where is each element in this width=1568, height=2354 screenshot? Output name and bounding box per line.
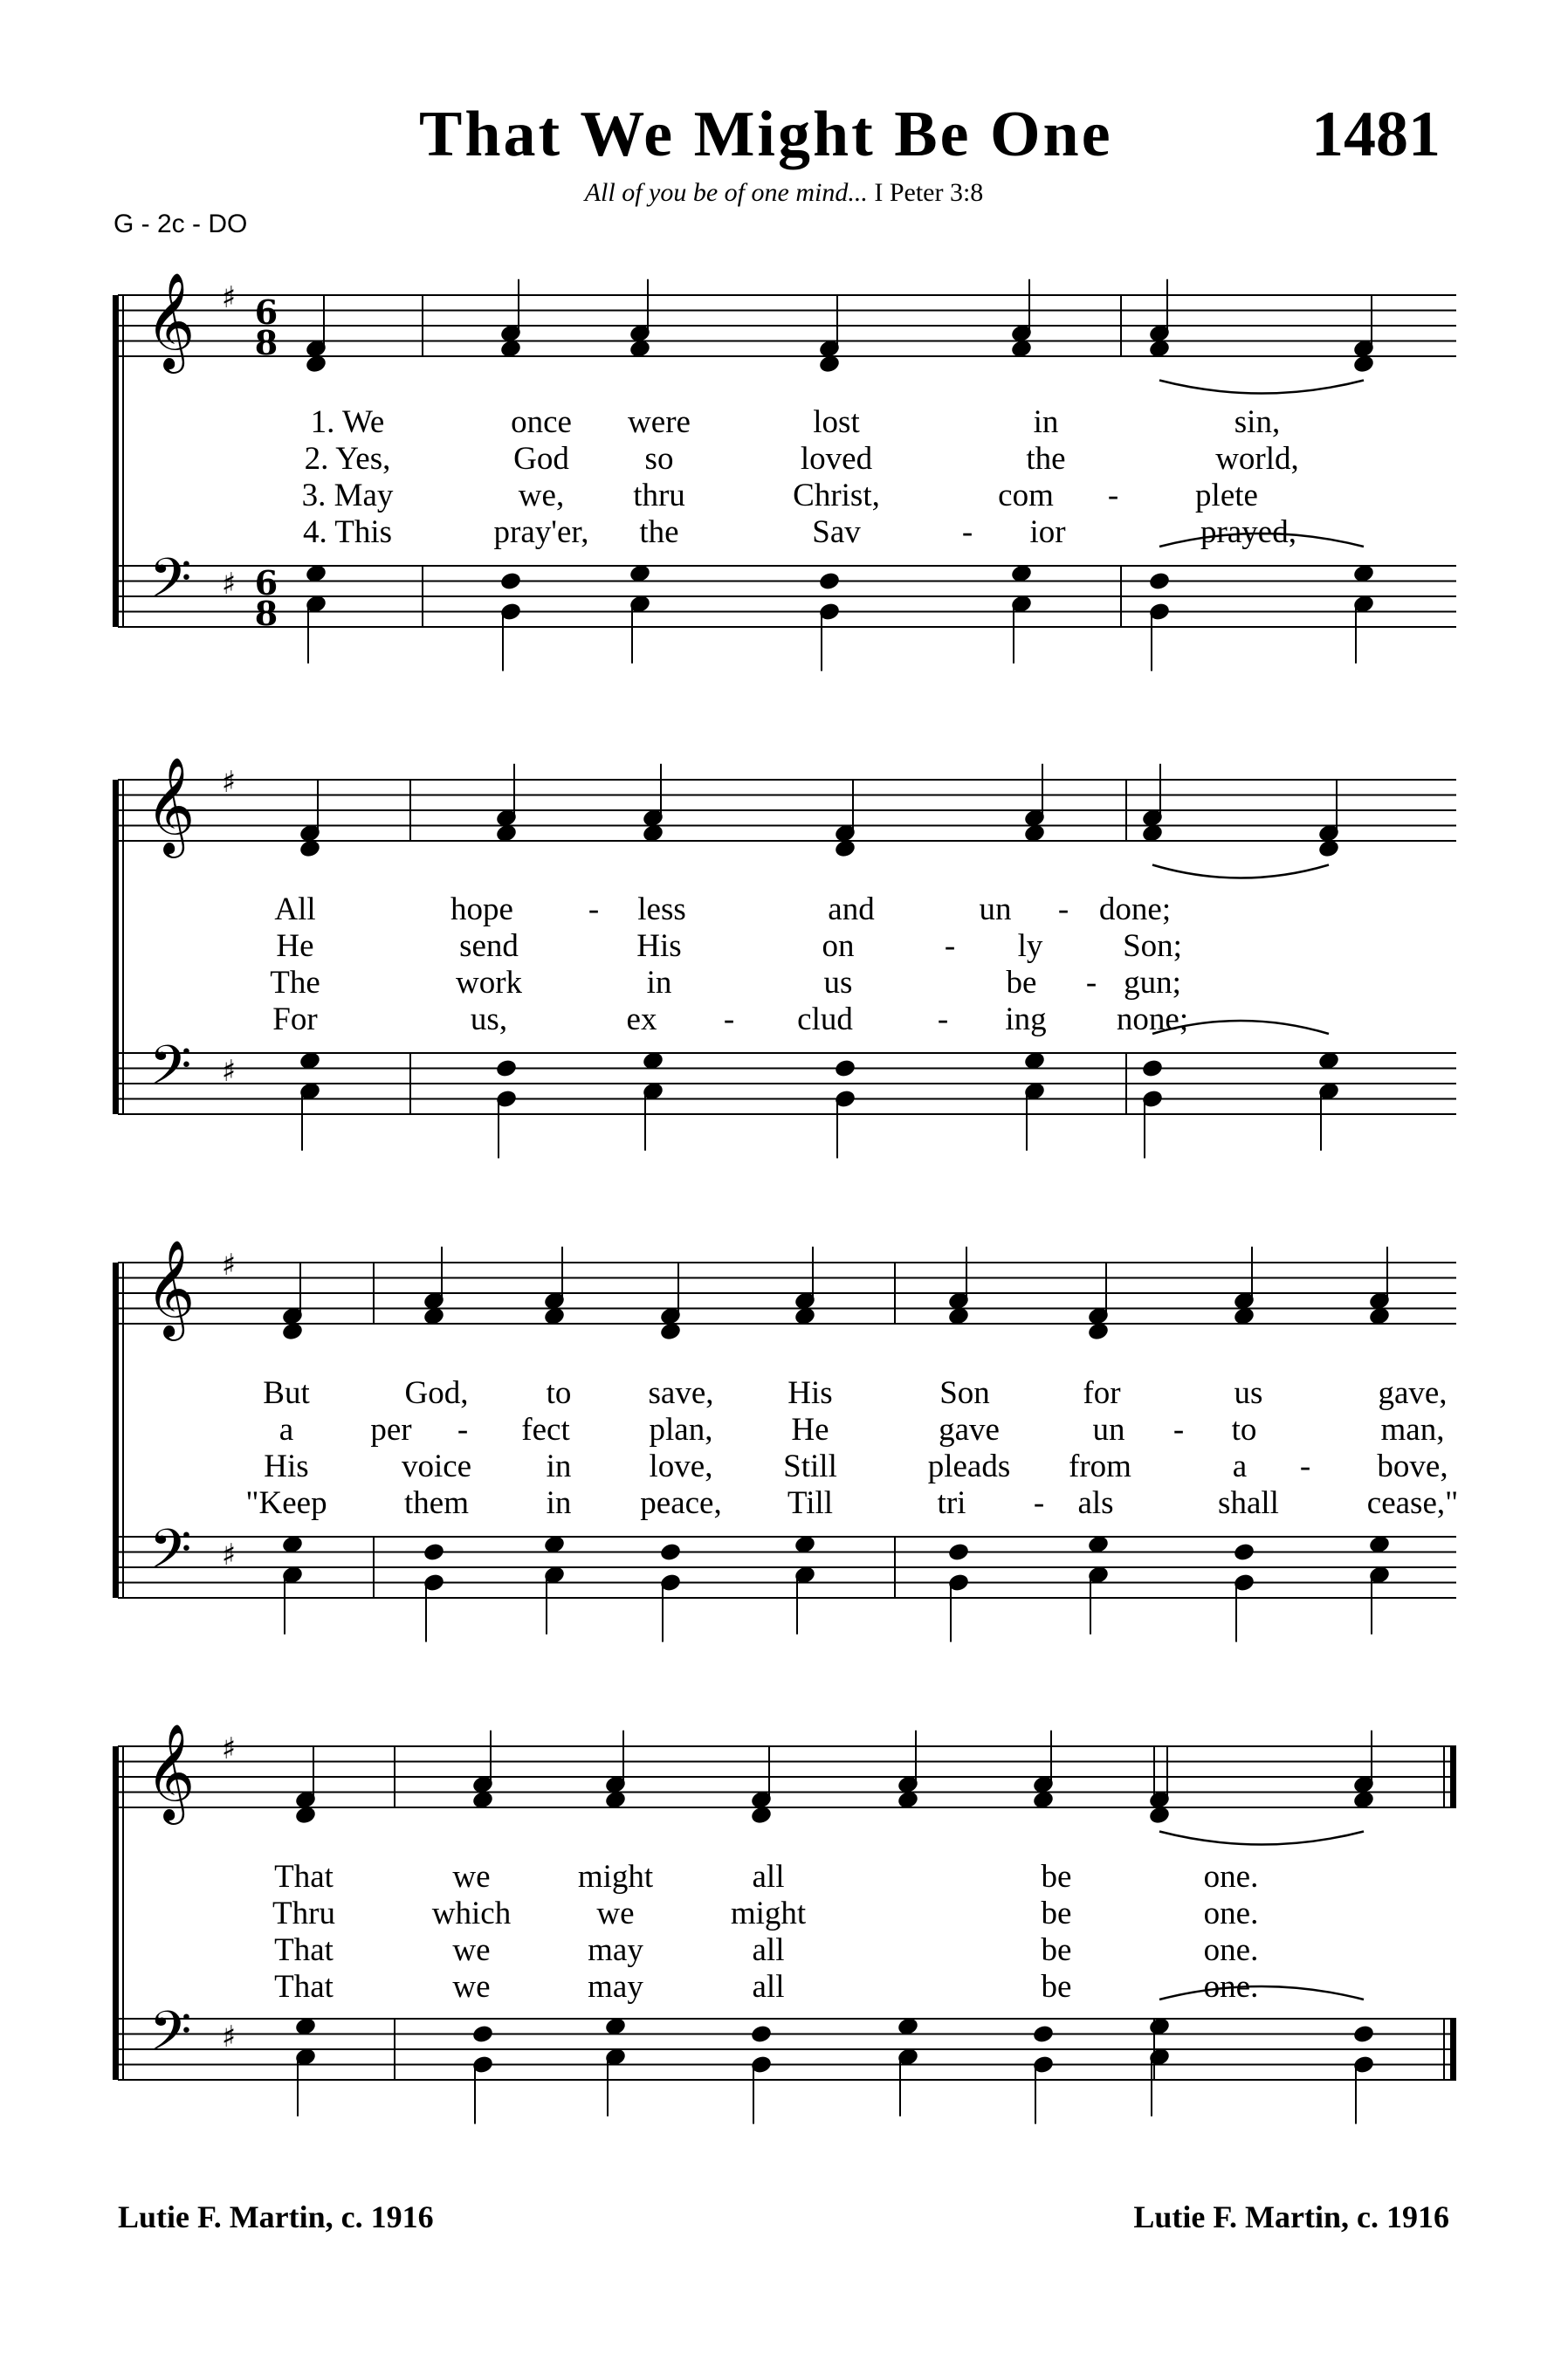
lyric-syllable: prayed, <box>1200 514 1296 550</box>
words-credit: Lutie F. Martin, c. 1916 <box>118 2199 434 2234</box>
lyric-line <box>0 1895 1568 1930</box>
lyric-syllable: be <box>1041 1969 1072 2005</box>
lyric-syllable: pray'er, <box>493 514 589 550</box>
bass-note <box>643 1051 664 1070</box>
lyric-line <box>0 1484 1568 1519</box>
lyric-syllable: done; <box>1098 891 1172 927</box>
time-signature-bottom: 8 <box>254 323 279 362</box>
lyric-syllable: fect <box>521 1412 570 1448</box>
lyric-syllable: The <box>270 965 320 1001</box>
lyric-syllable: ex <box>626 1001 657 1037</box>
lyric-syllable: in <box>546 1485 572 1521</box>
lyric-hyphen: - <box>1173 1412 1185 1448</box>
bass-note <box>1318 1051 1339 1070</box>
treble-note <box>897 1791 918 1809</box>
lyric-syllable: and <box>828 891 875 927</box>
bass-note <box>1149 2017 1170 2035</box>
lyric-syllable: we <box>452 1859 491 1895</box>
lyric-syllable: them <box>404 1485 469 1521</box>
lyric-syllable: be <box>1041 1932 1072 1968</box>
lyric-line <box>0 891 1568 926</box>
lyric-syllable: shall <box>1218 1485 1279 1521</box>
treble-note <box>496 824 517 843</box>
bass-clef: 𝄢 <box>148 1517 192 1594</box>
lyric-line <box>0 513 1568 548</box>
bass-clef: 𝄢 <box>148 1999 192 2076</box>
scripture-reference: I Peter 3:8 <box>874 178 984 207</box>
lyric-syllable: tri <box>937 1485 966 1521</box>
treble-note <box>1149 340 1170 358</box>
treble-note <box>819 354 840 373</box>
lyric-syllable: All <box>274 891 316 927</box>
treble-note <box>605 1791 626 1809</box>
lyric-syllable: plete <box>1195 478 1258 513</box>
lyric-hyphen: - <box>937 1001 949 1037</box>
lyric-syllable: gave, <box>1378 1375 1448 1411</box>
final-barline-thick <box>1450 2019 1456 2080</box>
lyric-line <box>0 477 1568 512</box>
lyric-syllable: God, <box>404 1375 469 1411</box>
treble-clef: 𝄞 <box>145 756 196 854</box>
lyric-syllable: hope <box>450 891 513 927</box>
lyric-syllable: the <box>1026 441 1066 477</box>
treble-note <box>306 354 327 373</box>
lyric-syllable: God <box>513 441 569 477</box>
bass-note <box>544 1535 565 1553</box>
treble-clef: 𝄞 <box>145 272 196 369</box>
lyric-syllable: per <box>370 1412 412 1448</box>
lyric-syllable: His <box>264 1449 309 1484</box>
lyric-line <box>0 1001 1568 1036</box>
lyric-syllable: But <box>263 1375 310 1411</box>
treble-note <box>751 1806 772 1824</box>
key-signature-sharp: ♯ <box>221 1731 237 1766</box>
lyric-syllable: Son; <box>1123 928 1182 964</box>
key-signature-sharp: ♯ <box>221 1248 237 1283</box>
lyric-line <box>0 1411 1568 1446</box>
treble-clef: 𝄞 <box>145 1723 196 1821</box>
music-credit: Lutie F. Martin, c. 1916 <box>1133 2199 1449 2234</box>
tie <box>1159 1832 1364 1845</box>
lyric-syllable: gave <box>939 1412 1000 1448</box>
treble-note <box>544 1307 565 1325</box>
lyric-syllable: save, <box>648 1375 714 1411</box>
lyric-hyphen: - <box>457 1412 469 1448</box>
lyric-syllable: in <box>546 1449 572 1484</box>
lyric-syllable: 4. This <box>302 514 393 550</box>
lyric-syllable: bove, <box>1377 1449 1448 1484</box>
lyric-syllable: we <box>596 1896 635 1931</box>
lyric-syllable: us <box>823 965 853 1001</box>
lyric-syllable: plan, <box>649 1412 713 1448</box>
lyric-syllable: His <box>636 928 682 964</box>
treble-clef: 𝄞 <box>145 1239 196 1337</box>
lyric-syllable: 2. Yes, <box>304 441 391 477</box>
lyric-line <box>0 964 1568 999</box>
treble-note <box>1024 824 1045 843</box>
lyric-syllable: be <box>1006 965 1037 1001</box>
lyric-syllable: voice <box>401 1449 472 1484</box>
tie <box>1152 865 1329 878</box>
bass-note <box>1369 1535 1390 1553</box>
lyric-syllable: us <box>1234 1375 1263 1411</box>
lyric-syllable: clud <box>797 1001 853 1037</box>
lyric-syllable: love, <box>649 1449 713 1484</box>
bass-note <box>819 572 840 590</box>
key-signature-sharp: ♯ <box>221 1538 237 1573</box>
lyric-syllable: 3. May <box>301 478 394 513</box>
lyric-syllable: from <box>1069 1449 1131 1484</box>
key-signature-sharp: ♯ <box>221 765 237 800</box>
lyric-syllable: all <box>752 1932 785 1968</box>
bass-clef: 𝄢 <box>148 546 192 623</box>
lyric-syllable: in <box>1033 404 1059 440</box>
lyric-syllable: Thru <box>272 1896 335 1931</box>
lyric-syllable: man, <box>1380 1412 1445 1448</box>
lyric-hyphen: - <box>1057 891 1069 927</box>
time-signature-top: 6 <box>254 293 279 332</box>
lyric-line <box>0 403 1568 438</box>
lyric-syllable: in <box>646 965 672 1001</box>
lyric-syllable: thru <box>633 478 685 513</box>
lyric-syllable: one. <box>1203 1969 1259 2005</box>
treble-note <box>1033 1791 1054 1809</box>
lyric-syllable: may <box>588 1932 643 1968</box>
lyric-line <box>0 1374 1568 1409</box>
lyric-syllable: be <box>1041 1859 1072 1895</box>
key-signature-sharp: ♯ <box>221 280 237 315</box>
lyric-syllable: lost <box>813 404 860 440</box>
treble-note <box>472 1791 493 1809</box>
bass-note <box>897 2017 918 2035</box>
lyric-syllable: gun; <box>1124 965 1181 1001</box>
treble-note <box>1142 824 1163 843</box>
lyric-syllable: might <box>577 1859 654 1895</box>
bass-note <box>1142 1059 1163 1077</box>
treble-note <box>1318 839 1339 857</box>
lyric-syllable: to <box>546 1375 572 1411</box>
lyric-syllable: loved <box>800 441 873 477</box>
lyric-syllable: un <box>979 891 1012 927</box>
treble-note <box>948 1307 969 1325</box>
lyric-syllable: He <box>276 928 314 964</box>
treble-note <box>1353 1791 1374 1809</box>
lyric-syllable: all <box>752 1969 785 2005</box>
lyric-syllable: That <box>274 1859 334 1895</box>
lyric-syllable: a <box>1232 1449 1248 1484</box>
lyric-syllable: peace, <box>640 1485 722 1521</box>
bass-note <box>472 2025 493 2043</box>
lyric-syllable: we, <box>518 478 565 513</box>
bass-note <box>605 2017 626 2035</box>
lyric-syllable: one. <box>1203 1932 1259 1968</box>
bass-note <box>1353 2025 1374 2043</box>
treble-note <box>282 1322 303 1340</box>
lyric-syllable: Still <box>783 1449 837 1484</box>
time-signature-top: 6 <box>254 563 279 602</box>
lyric-line <box>0 1968 1568 2003</box>
lyric-syllable: Till <box>787 1485 834 1521</box>
treble-note <box>295 1806 316 1824</box>
lyric-hyphen: - <box>961 514 973 550</box>
bass-note <box>295 2017 316 2035</box>
treble-note <box>1149 1806 1170 1824</box>
lyric-syllable: Son <box>939 1375 990 1411</box>
tie <box>1159 381 1364 394</box>
lyric-line <box>0 440 1568 475</box>
bass-note <box>496 1059 517 1077</box>
lyric-hyphen: - <box>1107 478 1119 513</box>
lyric-syllable: un <box>1092 1412 1125 1448</box>
bass-note <box>299 1051 320 1070</box>
final-barline-thick <box>1450 1746 1456 1807</box>
lyric-line <box>0 1931 1568 1966</box>
lyric-syllable: Sav <box>812 514 861 550</box>
lyric-syllable: the <box>639 514 679 550</box>
treble-note <box>629 340 650 358</box>
treble-note <box>835 839 856 857</box>
bass-note <box>282 1535 303 1553</box>
treble-note <box>1088 1322 1109 1340</box>
bass-note <box>1234 1543 1255 1561</box>
lyric-hyphen: - <box>944 928 956 964</box>
time-signature-bottom: 8 <box>254 594 279 633</box>
lyric-syllable: als <box>1077 1485 1114 1521</box>
key-signature-sharp: ♯ <box>221 2020 237 2055</box>
treble-note <box>1234 1307 1255 1325</box>
lyric-syllable: none; <box>1116 1001 1189 1037</box>
lyric-syllable: a <box>279 1412 294 1448</box>
scripture-quote: All of you be of one mind... <box>584 178 868 207</box>
treble-note <box>643 824 664 843</box>
key-signature-sharp: ♯ <box>221 567 237 602</box>
bass-note <box>1033 2025 1054 2043</box>
lyric-syllable: send <box>459 928 519 964</box>
lyric-syllable: pleads <box>927 1449 1011 1484</box>
bass-note <box>1011 564 1032 582</box>
lyric-syllable: His <box>787 1375 833 1411</box>
lyric-syllable: Christ, <box>793 478 880 513</box>
bass-clef: 𝄢 <box>148 1033 192 1111</box>
lyric-syllable: That <box>274 1932 334 1968</box>
lyric-syllable: 1. We <box>310 404 385 440</box>
lyric-syllable: "Keep <box>245 1485 327 1521</box>
lyric-syllable: to <box>1231 1412 1257 1448</box>
bass-note <box>423 1543 444 1561</box>
lyric-syllable: once <box>511 404 572 440</box>
treble-note <box>1353 354 1374 373</box>
lyric-line <box>0 1448 1568 1483</box>
bass-note <box>660 1543 681 1561</box>
lyric-syllable: so <box>644 441 674 477</box>
lyric-hyphen: - <box>1033 1485 1045 1521</box>
treble-note <box>299 839 320 857</box>
bass-note <box>1353 564 1374 582</box>
lyric-syllable: might <box>730 1896 807 1931</box>
bass-note <box>500 572 521 590</box>
lyric-syllable: one. <box>1203 1896 1259 1931</box>
bass-note <box>1024 1051 1045 1070</box>
bass-note <box>751 2025 772 2043</box>
lyric-syllable: sin, <box>1234 404 1281 440</box>
bass-note <box>306 564 327 582</box>
lyric-syllable: For <box>272 1001 318 1037</box>
lyric-line <box>0 927 1568 962</box>
lyric-syllable: He <box>791 1412 829 1448</box>
lyric-syllable: ing <box>1005 1001 1047 1037</box>
key-signature-sharp: ♯ <box>221 1054 237 1089</box>
lyric-syllable: work <box>455 965 523 1001</box>
treble-note <box>1369 1307 1390 1325</box>
lyric-hyphen: - <box>1085 965 1097 1001</box>
lyric-line <box>0 1858 1568 1893</box>
lyric-syllable: which <box>431 1896 512 1931</box>
lyric-syllable: ior <box>1029 514 1066 550</box>
lyric-syllable: less <box>637 891 686 927</box>
lyric-syllable: be <box>1041 1896 1072 1931</box>
lyric-syllable: That <box>274 1969 334 2005</box>
lyric-hyphen: - <box>1299 1449 1311 1484</box>
lyric-syllable: com <box>998 478 1054 513</box>
bass-note <box>794 1535 815 1553</box>
lyric-syllable: were <box>628 404 691 440</box>
lyric-syllable: on <box>822 928 855 964</box>
lyric-syllable: we <box>452 1969 491 2005</box>
bass-note <box>948 1543 969 1561</box>
lyric-hyphen: - <box>588 891 600 927</box>
key-info: G - 2c - DO <box>113 210 248 238</box>
bass-note <box>1149 572 1170 590</box>
treble-note <box>794 1307 815 1325</box>
bass-note <box>629 564 650 582</box>
lyric-syllable: cease," <box>1366 1485 1459 1521</box>
lyric-syllable: one. <box>1203 1859 1259 1895</box>
lyric-syllable: all <box>752 1859 785 1895</box>
hymn-title: That We Might Be One <box>419 99 1113 170</box>
lyric-syllable: may <box>588 1969 643 2005</box>
lyric-syllable: us, <box>470 1001 508 1037</box>
lyric-syllable: world, <box>1215 441 1299 477</box>
treble-note <box>1011 340 1032 358</box>
treble-note <box>660 1322 681 1340</box>
treble-note <box>500 340 521 358</box>
lyric-syllable: ly <box>1017 928 1043 964</box>
hymn-number: 1481 <box>1311 99 1441 170</box>
lyric-syllable: we <box>452 1932 491 1968</box>
bass-note <box>835 1059 856 1077</box>
lyric-hyphen: - <box>723 1001 735 1037</box>
treble-note <box>423 1307 444 1325</box>
lyric-syllable: for <box>1083 1375 1121 1411</box>
bass-note <box>1088 1535 1109 1553</box>
